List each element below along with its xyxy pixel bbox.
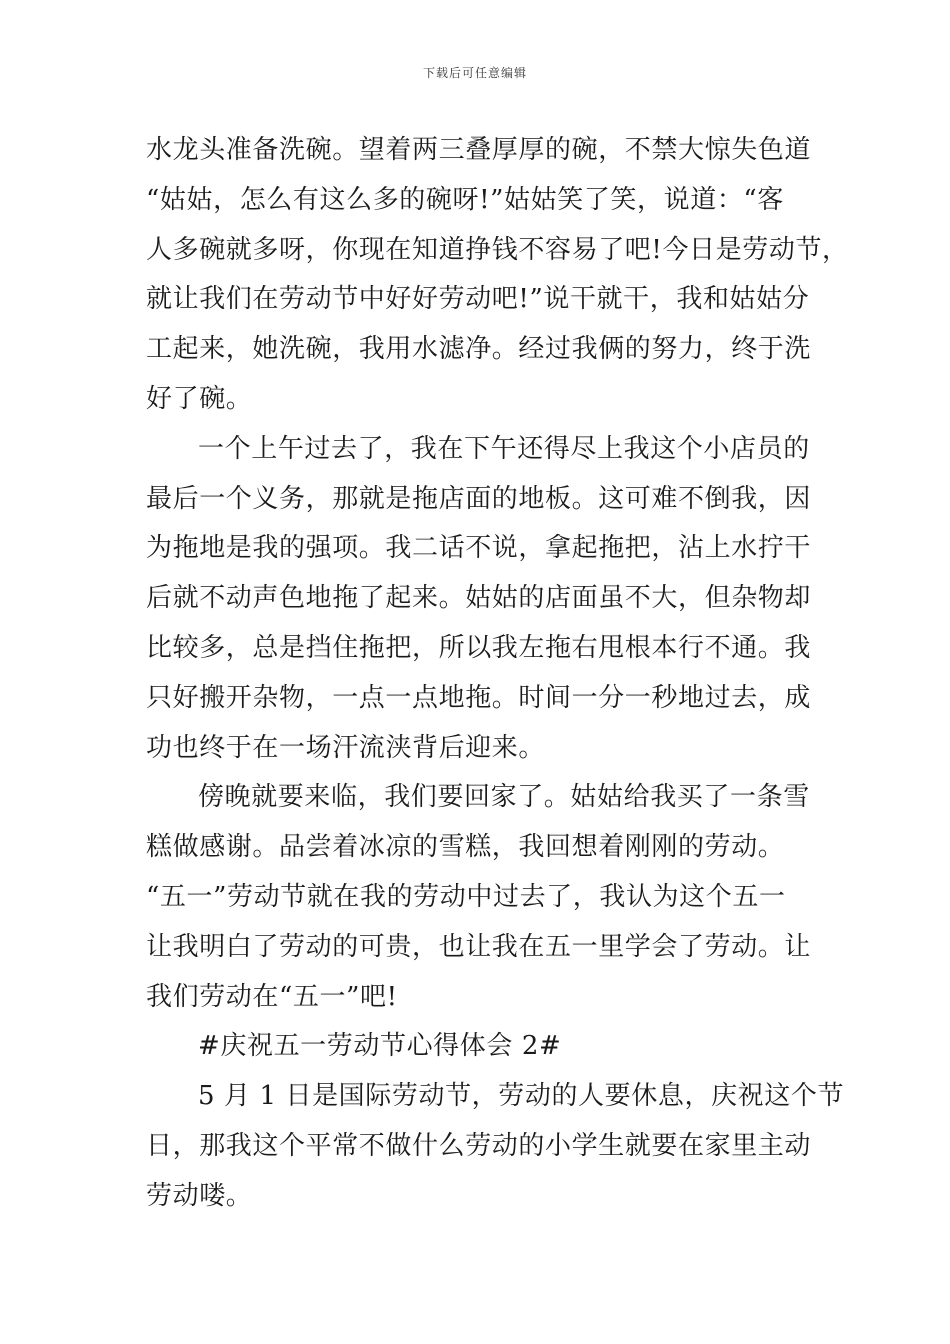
text-line: 功也终于在一场汗流浃背后迎来。: [146, 732, 546, 763]
page-header: 下载后可任意编辑: [422, 66, 527, 80]
section-heading: #庆祝五一劳动节心得体会 2#: [198, 1031, 562, 1062]
text-line: 就让我们在劳动节中好好劳动吧!”说干就干，我和姑姑分: [146, 284, 810, 315]
paragraph-start-line: 一个上午过去了，我在下午还得尽上我这个小店员的: [198, 433, 810, 464]
text-line: 好了碗。: [146, 383, 253, 414]
text-line: 为拖地是我的强项。我二话不说，拿起拖把，沾上水拧干: [146, 533, 812, 564]
text-line: “五一”劳动节就在我的劳动中过去了，我认为这个五一: [146, 881, 786, 912]
text-line: 比较多，总是挡住拖把，所以我左拖右甩根本行不通。我: [146, 632, 812, 663]
text-line: 劳动喽。: [146, 1180, 253, 1211]
text-line: 最后一个义务，那就是拖店面的地板。这可难不倒我，因: [146, 483, 812, 514]
text-line: 后就不动声色地拖了起来。姑姑的店面虽不大，但杂物却: [146, 583, 812, 614]
text-line: 我们劳动在“五一”吧!: [146, 981, 398, 1012]
text-line: “姑姑，怎么有这么多的碗呀!”姑姑笑了笑，说道：“客: [146, 184, 784, 215]
text-line: 只好搬开杂物，一点一点地拖。时间一分一秒地过去，成: [146, 682, 812, 713]
text-line: 人多碗就多呀，你现在知道挣钱不容易了吧!今日是劳动节，: [146, 234, 849, 265]
text-line: 糕做感谢。品尝着冰凉的雪糕，我回想着刚刚的劳动。: [146, 832, 785, 863]
text-line: 水龙头准备洗碗。望着两三叠厚厚的碗，不禁大惊失色道: [146, 135, 812, 165]
text-line: 日，那我这个平常不做什么劳动的小学生就要在家里主动: [146, 1130, 812, 1161]
paragraph-start-line: 傍晚就要来临，我们要回家了。姑姑给我买了一条雪: [198, 782, 810, 813]
text-line: 工起来，她洗碗，我用水滤净。经过我俩的努力，终于洗: [146, 334, 812, 365]
document-body: [146, 126, 849, 1222]
paragraph-start-line: 5 月 1 日是国际劳动节，劳动的人要休息，庆祝这个节: [198, 1081, 845, 1112]
text-line: 让我明白了劳动的可贵，也让我在五一里学会了劳动。让: [146, 931, 812, 962]
